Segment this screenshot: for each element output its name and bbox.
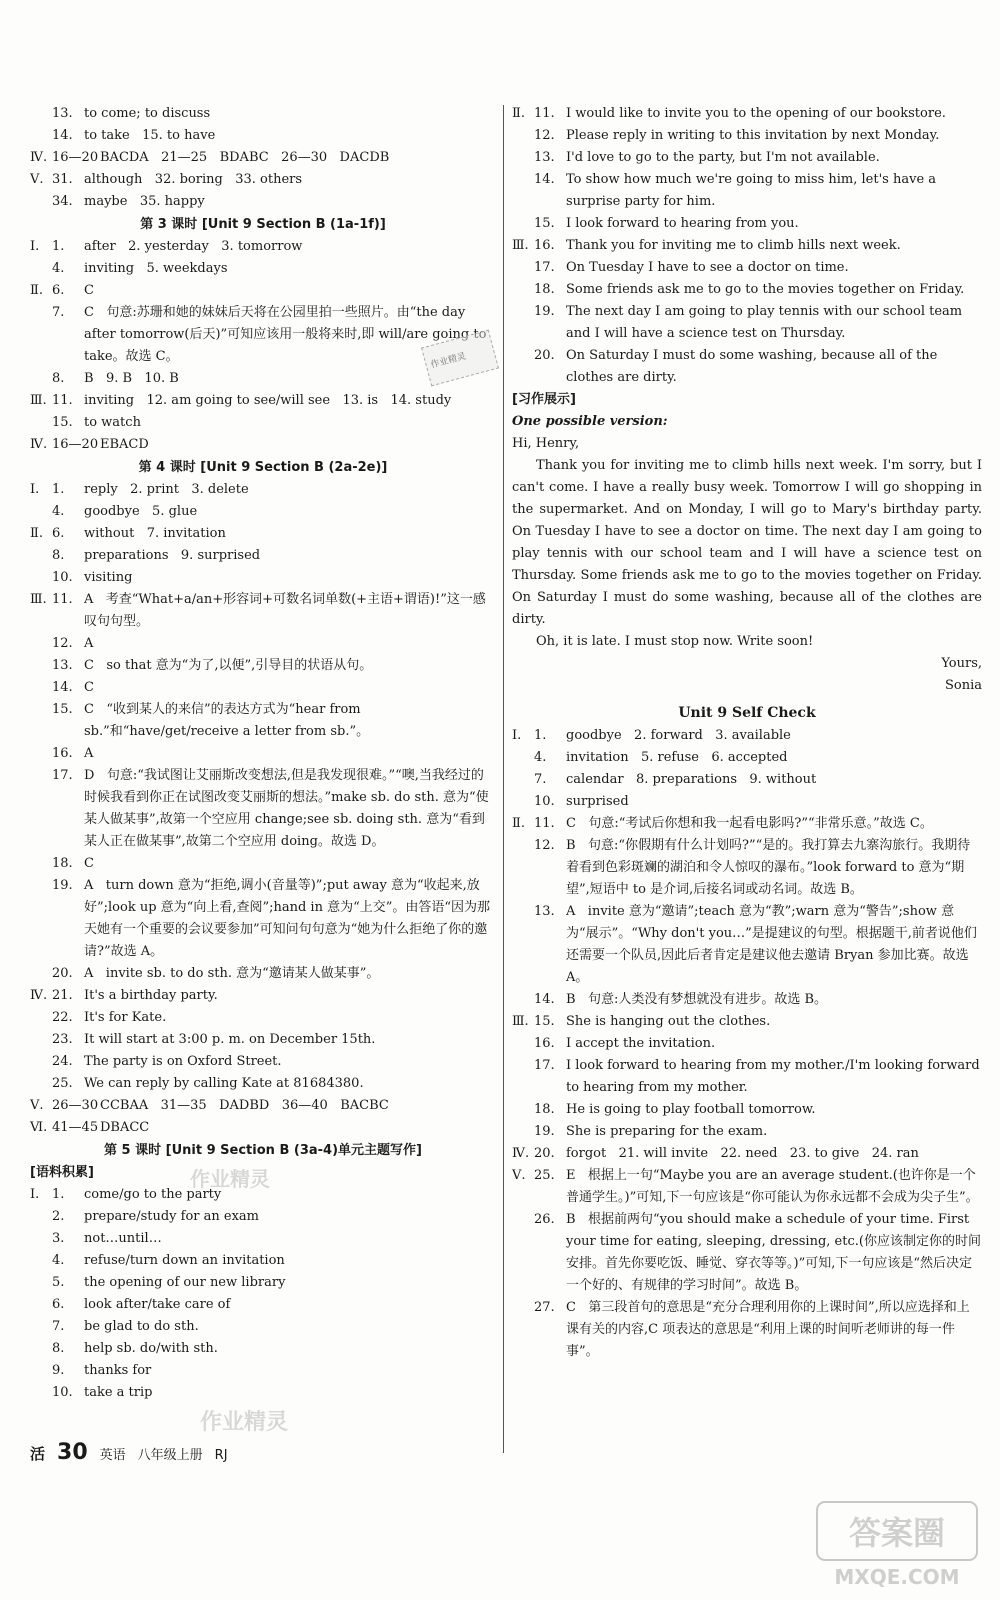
stamp-watermark: 作业精灵 — [421, 330, 499, 387]
answer-text: thanks for — [84, 1363, 152, 1378]
answer-text: Some friends ask me to go to the movies together on Friday. — [566, 282, 965, 297]
answer-line — [30, 479, 496, 501]
answer-line — [30, 853, 496, 875]
section-roman: Ⅳ. — [30, 150, 48, 165]
item-number: 14. — [534, 992, 555, 1007]
item-number: 25. — [534, 1168, 555, 1183]
item-number: 1. — [52, 1187, 65, 1202]
answer-text: Please reply in writing to this invitation by next Monday. — [566, 128, 940, 143]
left-column — [30, 103, 496, 1404]
answer-text: forgot 21. will invite 22. need 23. to give 24. ran — [566, 1146, 919, 1161]
item-number: 7. — [534, 772, 547, 787]
answer-line — [512, 279, 982, 301]
item-number: 8. — [52, 371, 65, 386]
answer-line — [512, 301, 982, 345]
item-number: 4. — [52, 1253, 65, 1268]
item-number: 2. — [52, 1209, 65, 1224]
item-number: 19. — [534, 304, 555, 319]
answer-text: calendar 8. preparations 9. without — [566, 772, 817, 787]
answer-line — [30, 765, 496, 853]
essay-label: One possible version: — [512, 414, 668, 429]
answer-text: It's a birthday party. — [84, 988, 218, 1003]
item-number: 6. — [52, 1297, 65, 1312]
answer-text: C 句意:苏珊和她的妹妹后天将在公园里拍一些照片。由“the day after tomorrow(后天)”可知应该用一般将来时,即 will/are going to take。故选 C。 — [84, 305, 491, 364]
answer-line — [512, 213, 982, 235]
item-number: 10. — [534, 794, 555, 809]
answer-text: I look forward to hearing from my mother./I'm looking forward to hearing from my mother. — [566, 1058, 984, 1095]
answer-text: BACDA 21—25 BDABC 26—30 DACDB — [100, 150, 390, 165]
page-number: 30 — [57, 1440, 88, 1465]
answer-text: C so that 意为“为了,以便”,引导目的状语从句。 — [84, 658, 373, 673]
answer-line — [30, 677, 496, 699]
answer-text: inviting 12. am going to see/will see 13. is 14. study — [84, 393, 452, 408]
answer-text: inviting 5. weekdays — [84, 261, 228, 276]
answer-text: B 根据前两句“you should make a schedule of your time. First your time for eating, sleeping, dressing, etc.(你应该制定你的时间安排。首先你要吃饭、睡觉、穿衣等等。)”可知,下一句应该是“然后决定一个好的、有规律的学习时间”。故选 B。 — [566, 1212, 981, 1293]
answer-text: prepare/study for an exam — [84, 1209, 259, 1224]
item-number: 18. — [52, 856, 73, 871]
answer-line — [30, 1360, 496, 1382]
answer-text: without 7. invitation — [84, 526, 226, 541]
letter-paragraph: Thank you for inviting me to climb hills next week. I'm sorry, but I can't come. I have a really busy week. Tomorrow I will go shopping in the supermarket. And on Monday, I will go to Mary's birthday party. On Tuesday I have to see a doctor on time. The next day I am going to play tennis with our school team and I will have a science test on Thursday. Some friends ask me to go to the movies together on Friday. On Saturday I must do some washing, because all of the clothes are dirty. — [512, 458, 982, 627]
answer-text: A — [84, 746, 94, 761]
item-number: 19. — [534, 1124, 555, 1139]
answer-text: come/go to the party — [84, 1187, 222, 1202]
answer-line — [30, 875, 496, 963]
answer-line — [30, 699, 496, 743]
answer-text: It will start at 3:00 p. m. on December 15th. — [84, 1032, 376, 1047]
item-number: 18. — [534, 282, 555, 297]
answer-text: C — [84, 283, 94, 298]
answer-line — [512, 835, 982, 901]
answer-line — [512, 1099, 982, 1121]
item-number: 21. — [52, 988, 73, 1003]
answer-text: invitation 5. refuse 6. accepted — [566, 750, 788, 765]
item-number: 41—45 — [52, 1120, 99, 1135]
item-number: 17. — [534, 1058, 555, 1073]
item-number: 16—20 — [52, 150, 99, 165]
answer-line — [512, 791, 982, 813]
section-tag: [语料积累] — [30, 1165, 94, 1180]
item-number: 8. — [52, 548, 65, 563]
answer-line — [512, 813, 982, 835]
item-number: 10. — [52, 1385, 73, 1400]
answer-line — [30, 743, 496, 765]
answer-line — [30, 501, 496, 523]
answer-line — [512, 235, 982, 257]
answer-text: C “收到某人的来信”的表达方式为“hear from sb.”和“have/get/receive a letter from sb.”。 — [84, 702, 370, 739]
item-number: 10. — [52, 570, 73, 585]
section-roman: Ⅰ. — [30, 482, 40, 497]
answer-line — [30, 985, 496, 1007]
answer-line — [30, 147, 496, 169]
answer-line — [30, 1051, 496, 1073]
answer-line — [512, 103, 982, 125]
item-number: 1. — [534, 728, 547, 743]
item-number: 18. — [534, 1102, 555, 1117]
answer-line — [30, 655, 496, 677]
footer-edition: RJ — [214, 1448, 228, 1463]
answer-line — [30, 412, 496, 434]
section-roman: Ⅰ. — [30, 239, 40, 254]
item-number: 4. — [52, 504, 65, 519]
item-number: 22. — [52, 1010, 73, 1025]
answer-text: To show how much we're going to miss him, let's have a surprise party for him. — [566, 172, 941, 209]
watermark-mid-left: 作业精灵 — [190, 1167, 270, 1191]
answer-line — [512, 257, 982, 279]
answer-line — [512, 1033, 982, 1055]
answer-text: B 9. B 10. B — [84, 371, 179, 386]
item-number: 25. — [52, 1076, 73, 1091]
answer-text: to take 15. to have — [84, 128, 216, 143]
item-number: 7. — [52, 305, 65, 320]
answer-line — [30, 1095, 496, 1117]
item-number: 26—30 — [52, 1098, 99, 1113]
unit-heading: Unit 9 Self Check — [678, 705, 816, 721]
section-roman: Ⅵ. — [30, 1120, 48, 1135]
answer-text: to watch — [84, 415, 141, 430]
answer-line — [30, 633, 496, 655]
column-divider — [503, 105, 504, 1453]
logo-cn-text: 答案圈 — [848, 1514, 946, 1552]
lesson-heading: 第 5 课时 [Unit 9 Section B (3a-4)单元主题写作] — [104, 1143, 422, 1158]
footer-subject: 英语 — [99, 1448, 126, 1463]
item-number: 1. — [52, 482, 65, 497]
item-number: 16. — [52, 746, 73, 761]
answer-text: She is hanging out the clothes. — [566, 1014, 771, 1029]
answer-text: take a trip — [84, 1385, 153, 1400]
item-number: 11. — [52, 592, 73, 607]
answer-line — [30, 567, 496, 589]
answer-text: D 句意:“我试图让艾丽斯改变想法,但是我发现很难。”“噢,当我经过的时候我看到你正在试图改变艾丽斯的想法。”make sb. do sth. 意为“使某人做某事”,故第一个空应用 change;see sb. doing sth. 意为“看到某人正在做某事”,故第二个空应用 doing。故选 D。 — [84, 768, 489, 849]
section-roman: Ⅳ. — [30, 988, 48, 1003]
answer-line — [30, 1294, 496, 1316]
section-roman: Ⅲ. — [30, 592, 47, 607]
answer-line — [30, 1228, 496, 1250]
answer-text: CCBAA 31—35 DADBD 36—40 BACBC — [100, 1098, 389, 1113]
answer-line — [30, 191, 496, 213]
answer-text: The next day I am going to play tennis with our school team and I will have a science test on Thursday. — [566, 304, 967, 341]
answer-line — [512, 1143, 982, 1165]
item-number: 15. — [534, 1014, 555, 1029]
logo-url-text: MXQE.COM — [834, 1565, 960, 1589]
answer-text: I'd love to go to the party, but I'm not available. — [566, 150, 880, 165]
item-number: 11. — [52, 393, 73, 408]
answer-text: C 句意:“考试后你想和我一起看电影吗?”“非常乐意。”故选 C。 — [566, 816, 933, 831]
section-roman: Ⅳ. — [512, 1146, 530, 1161]
answer-text: DBACC — [100, 1120, 150, 1135]
answer-text: We can reply by calling Kate at 81684380. — [84, 1076, 364, 1091]
item-number: 4. — [534, 750, 547, 765]
item-number: 7. — [52, 1319, 65, 1334]
answer-line — [512, 901, 982, 989]
answer-text: surprised — [566, 794, 629, 809]
item-number: 6. — [52, 283, 65, 298]
answer-text: after 2. yesterday 3. tomorrow — [84, 239, 303, 254]
section-roman: Ⅴ. — [30, 1098, 44, 1113]
answer-line — [512, 1011, 982, 1033]
item-number: 16. — [534, 238, 555, 253]
answer-text: E 根据上一句“Maybe you are an average student.(也许你是一个普通学生。)”可知,下一句应该是“你可能认为你永远都不会成为尖子生”。 — [566, 1168, 979, 1205]
answer-line — [30, 1029, 496, 1051]
answer-text: She is preparing for the exam. — [566, 1124, 768, 1139]
answer-text: I accept the invitation. — [566, 1036, 716, 1051]
answer-text: preparations 9. surprised — [84, 548, 261, 563]
answer-line — [512, 147, 982, 169]
item-number: 31. — [52, 172, 73, 187]
answer-text: A turn down 意为“拒绝,调小(音量等)”;put away 意为“收起来,放好”;look up 意为“向上看,查阅”;hand in 意为“上交”。由答语“因为那天她有一个重要的会议要参加”可知问句句意为“她为什么拒绝了你的邀请?”故选 A。 — [84, 878, 491, 959]
answer-text: C — [84, 856, 94, 871]
answer-line — [512, 1165, 982, 1209]
section-roman: Ⅰ. — [30, 1187, 40, 1202]
item-number: 13. — [534, 150, 555, 165]
section-roman: Ⅱ. — [512, 106, 525, 121]
answer-line — [30, 1382, 496, 1404]
item-number: 14. — [52, 128, 73, 143]
item-number: 11. — [534, 816, 555, 831]
answer-text: goodbye 5. glue — [84, 504, 198, 519]
answer-text: although 32. boring 33. others — [84, 172, 303, 187]
item-number: 16—20 — [52, 437, 99, 452]
item-number: 13. — [52, 106, 73, 121]
section-tag: [习作展示] — [512, 392, 576, 407]
answer-line — [30, 280, 496, 302]
item-number: 9. — [52, 1363, 65, 1378]
answer-line — [512, 1297, 982, 1363]
right-column — [512, 103, 982, 1363]
item-number: 15. — [534, 216, 555, 231]
answer-line — [512, 169, 982, 213]
answer-text: B 句意:“你假期有什么计划吗?”“是的。我打算去九寨沟旅行。我期待着看到色彩斑斓的湖泊和令人惊叹的瀑布。”look forward to 意为“期望”,短语中 to 是介词,后接名词或动名词。故选 B。 — [566, 838, 971, 897]
answer-text: maybe 35. happy — [84, 194, 205, 209]
answer-text: A invite sb. to do sth. 意为“邀请某人做某事”。 — [84, 966, 380, 981]
letter-signoff: Sonia — [944, 678, 982, 693]
section-roman: Ⅲ. — [512, 238, 529, 253]
answer-line — [30, 1206, 496, 1228]
answer-text: the opening of our new library — [84, 1275, 286, 1290]
footer-prefix: 活 — [30, 1445, 46, 1463]
answer-text: He is going to play football tomorrow. — [566, 1102, 816, 1117]
item-number: 34. — [52, 194, 73, 209]
item-number: 20. — [534, 348, 555, 363]
section-roman: Ⅴ. — [30, 172, 44, 187]
answer-text: C — [84, 680, 94, 695]
answer-line — [512, 1121, 982, 1143]
answer-line — [30, 258, 496, 280]
answer-text: refuse/turn down an invitation — [84, 1253, 285, 1268]
item-number: 20. — [534, 1146, 555, 1161]
item-number: 17. — [534, 260, 555, 275]
letter-greeting: Hi, Henry, — [512, 436, 580, 451]
letter-signoff: Yours, — [941, 656, 982, 671]
page-footer — [30, 1440, 228, 1465]
item-number: 12. — [534, 128, 555, 143]
answer-line — [30, 125, 496, 147]
answer-line — [512, 989, 982, 1011]
section-roman: Ⅲ. — [30, 393, 47, 408]
item-number: 23. — [52, 1032, 73, 1047]
answer-text: On Saturday I must do some washing, because all of the clothes are dirty. — [566, 348, 942, 385]
answer-line — [30, 1117, 496, 1139]
answer-line — [30, 1007, 496, 1029]
item-number: 6. — [52, 526, 65, 541]
answer-line — [30, 589, 496, 633]
answer-line — [512, 769, 982, 791]
answer-text: A 考查“What+a/an+形容词+可数名词单数(+主语+谓语)!”这一感叹句句型。 — [84, 592, 486, 629]
answer-text: be glad to do sth. — [84, 1319, 199, 1334]
answer-line — [512, 1055, 982, 1099]
item-number: 14. — [534, 172, 555, 187]
answer-line — [512, 125, 982, 147]
answer-line — [30, 1073, 496, 1095]
answer-text: A invite 意为“邀请”;teach 意为“教”;warn 意为“警告”;show 意为“展示”。“Why don't you…”是提建议的句型。根据题干,前者说他们还需要一个队员,因此后者肯定是建议他去邀请 Bryan 参加比赛。故选 A。 — [566, 904, 977, 985]
section-roman: Ⅳ. — [30, 437, 48, 452]
answer-line — [30, 963, 496, 985]
item-number: 27. — [534, 1300, 555, 1315]
answer-line — [512, 1209, 982, 1297]
item-number: 15. — [52, 415, 73, 430]
section-roman: Ⅱ. — [512, 816, 525, 831]
item-number: 3. — [52, 1231, 65, 1246]
watermark-bottom-left: 作业精灵 — [200, 1410, 289, 1435]
answer-text: I look forward to hearing from you. — [566, 216, 799, 231]
section-roman: Ⅱ. — [30, 526, 43, 541]
answer-line — [30, 1272, 496, 1294]
item-number: 4. — [52, 261, 65, 276]
item-number: 5. — [52, 1275, 65, 1290]
answer-line — [30, 390, 496, 412]
lesson-heading: 第 4 课时 [Unit 9 Section B (2a-2e)] — [138, 460, 388, 475]
item-number: 15. — [52, 702, 73, 717]
item-number: 20. — [52, 966, 73, 981]
item-number: 17. — [52, 768, 73, 783]
item-number: 13. — [52, 658, 73, 673]
answer-text: help sb. do/with sth. — [84, 1341, 218, 1356]
answer-text: visiting — [84, 570, 133, 585]
answer-text: not…until… — [84, 1231, 162, 1246]
answer-line — [30, 1316, 496, 1338]
answer-line — [512, 747, 982, 769]
answer-text: The party is on Oxford Street. — [84, 1054, 282, 1069]
answer-line — [30, 545, 496, 567]
item-number: 14. — [52, 680, 73, 695]
answer-text: reply 2. print 3. delete — [84, 482, 249, 497]
item-number: 16. — [534, 1036, 555, 1051]
item-number: 12. — [534, 838, 555, 853]
answer-text: look after/take care of — [84, 1297, 231, 1312]
answer-line — [30, 523, 496, 545]
answer-text: C 第三段首句的意思是“充分合理利用你的上课时间”,所以应选择和上课有关的内容,C 项表达的意思是“利用上课的时间听老师讲的每一件事”。 — [566, 1300, 970, 1359]
section-roman: Ⅱ. — [30, 283, 43, 298]
answer-line — [30, 368, 496, 390]
answer-line — [512, 725, 982, 747]
item-number: 19. — [52, 878, 73, 893]
item-number: 1. — [52, 239, 65, 254]
site-logo-watermark — [815, 1500, 980, 1590]
section-roman: Ⅲ. — [512, 1014, 529, 1029]
answer-text: On Tuesday I have to see a doctor on time. — [566, 260, 849, 275]
item-number: 11. — [534, 106, 555, 121]
answer-text: A — [84, 636, 94, 651]
section-roman: Ⅴ. — [512, 1168, 526, 1183]
item-number: 24. — [52, 1054, 73, 1069]
item-number: 26. — [534, 1212, 555, 1227]
answer-line — [30, 169, 496, 191]
answer-text: goodbye 2. forward 3. available — [566, 728, 791, 743]
section-roman: Ⅰ. — [512, 728, 522, 743]
answer-line — [30, 1250, 496, 1272]
answer-text: It's for Kate. — [84, 1010, 167, 1025]
answer-text: B 句意:人类没有梦想就没有进步。故选 B。 — [566, 992, 828, 1007]
answer-text: Thank you for inviting me to climb hills next week. — [566, 238, 901, 253]
answer-text: to come; to discuss — [84, 106, 211, 121]
answer-text: EBACD — [100, 437, 149, 452]
answer-line — [30, 103, 496, 125]
answer-text: I would like to invite you to the opening of our bookstore. — [566, 106, 946, 121]
answer-line — [30, 236, 496, 258]
lesson-heading: 第 3 课时 [Unit 9 Section B (1a-1f)] — [140, 217, 386, 232]
letter-paragraph: Oh, it is late. I must stop now. Write soon! — [536, 634, 814, 649]
answer-line — [512, 345, 982, 389]
item-number: 12. — [52, 636, 73, 651]
footer-grade: 八年级上册 — [137, 1448, 203, 1463]
item-number: 13. — [534, 904, 555, 919]
answer-line — [30, 1338, 496, 1360]
answer-line — [30, 434, 496, 456]
item-number: 8. — [52, 1341, 65, 1356]
